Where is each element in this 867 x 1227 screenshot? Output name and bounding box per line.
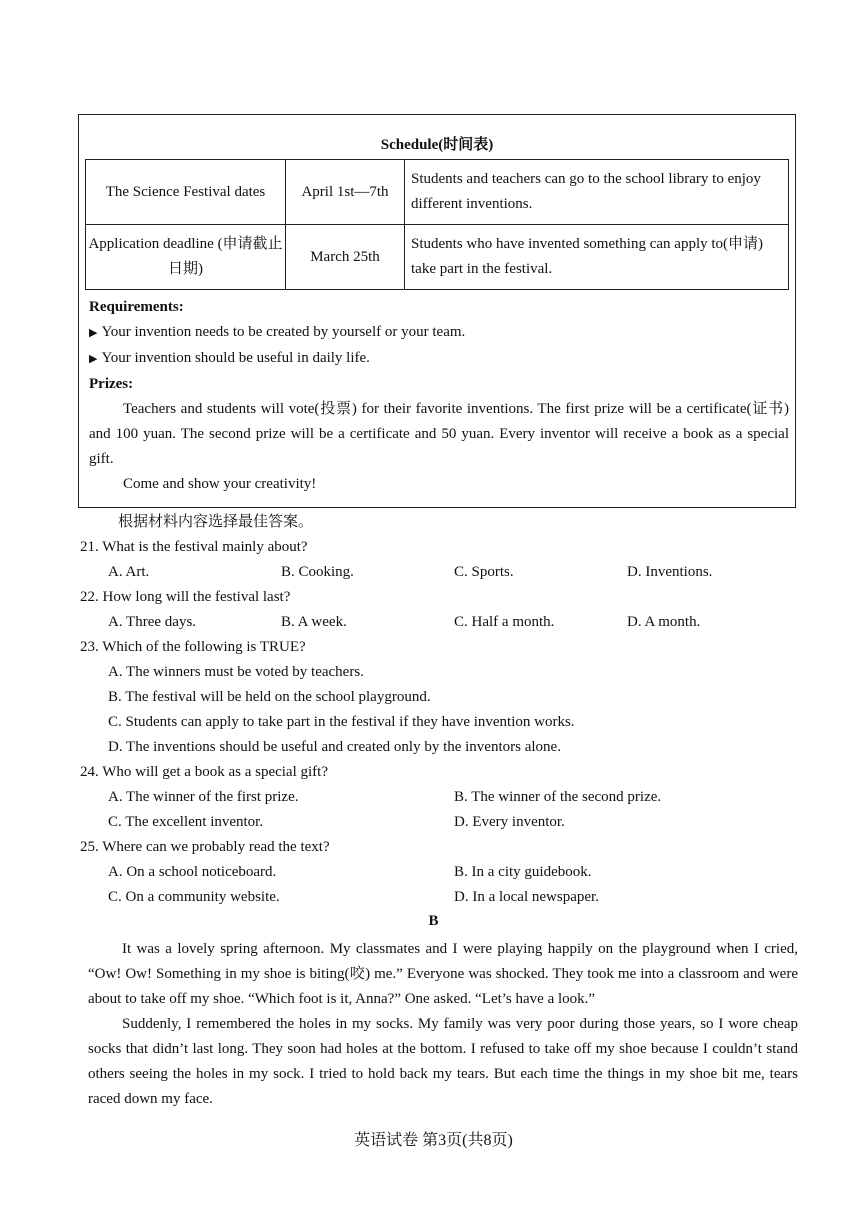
- option: B. The winner of the second prize.: [454, 789, 662, 805]
- table-cell-date: March 25th: [286, 225, 405, 290]
- schedule-title: Schedule(时间表): [380, 137, 494, 153]
- table-cell-date: April 1st—7th: [286, 160, 405, 225]
- prizes-heading: Prizes:: [89, 376, 134, 392]
- options-row: [80, 785, 800, 810]
- option: D. The inventions should be useful and created only by the inventors alone.: [108, 739, 561, 755]
- option: C. On a community website.: [108, 889, 280, 905]
- passage: [88, 937, 798, 1112]
- notice-body: [89, 295, 789, 497]
- requirement-text: Your invention needs to be created by yourself or your team.: [101, 324, 466, 340]
- option: C. Students can apply to take part in the festival if they have invention works.: [108, 714, 575, 730]
- table-cell-desc: Students who have invented something can apply to(申请) take part in the festival.: [405, 225, 789, 290]
- question-stem: 25. Where can we probably read the text?: [80, 839, 330, 855]
- option: A. The winner of the first prize.: [108, 789, 299, 805]
- options-row: [80, 610, 800, 635]
- section-label: B: [428, 913, 439, 929]
- option: A. On a school noticeboard.: [108, 864, 277, 880]
- option: B. The festival will be held on the school playground.: [108, 689, 431, 705]
- options-row: [80, 885, 800, 910]
- option: D. Inventions.: [627, 564, 713, 580]
- schedule-box: [78, 114, 796, 508]
- options-row: [80, 860, 800, 885]
- option: A. The winners must be voted by teachers.: [108, 664, 364, 680]
- prizes-text: Teachers and students will vote(投票) for their favorite inventions. The first prize will be a certificate(证书) and 100 yuan. The second prize will be a certificate and 50 yuan. Every inventor will receive a book as a special gift.: [89, 401, 789, 467]
- passage-paragraph: Suddenly, I remembered the holes in my socks. My family was very poor during those years, so I wore cheap socks that didn’t last long. They soon had holes at the bottom. I refused to take off my shoe because I couldn’t stand others seeing the holes in my sock. I tried to hold back my tears. But each time the things in my shoe bit me, tears raced down my face.: [88, 1016, 798, 1107]
- option: B. In a city guidebook.: [454, 864, 592, 880]
- requirement-item: [89, 320, 789, 346]
- option: D. In a local newspaper.: [454, 889, 599, 905]
- closing-text: Come and show your creativity!: [123, 476, 317, 492]
- table-row: [86, 225, 789, 290]
- table-row: [86, 160, 789, 225]
- options-row: [80, 560, 800, 585]
- question-stem: 22. How long will the festival last?: [80, 589, 291, 605]
- table-cell-event: The Science Festival dates: [86, 160, 286, 225]
- instruction: 根据材料内容选择最佳答案。: [118, 514, 314, 530]
- requirements-heading: Requirements:: [89, 299, 184, 315]
- option: C. Half a month.: [454, 614, 555, 630]
- requirement-text: Your invention should be useful in daily life.: [101, 350, 370, 366]
- requirement-item: [89, 346, 789, 372]
- schedule-table: [85, 159, 789, 290]
- option: B. A week.: [281, 614, 347, 630]
- triangle-bullet-icon: ▶: [89, 327, 98, 339]
- option: D. Every inventor.: [454, 814, 565, 830]
- option: A. Art.: [108, 564, 150, 580]
- option: B. Cooking.: [281, 564, 354, 580]
- table-cell-event: Application deadline (申请截止日期): [86, 225, 286, 290]
- option: A. Three days.: [108, 614, 197, 630]
- passage-paragraph: It was a lovely spring afternoon. My classmates and I were playing happily on the playground when I cried, “Ow! Ow! Something in my shoe is biting(咬) me.” Everyone was shocked. They took me into a classroom and were about to take off my shoe. “Which foot is it, Anna?” One asked. “Let’s have a look.”: [88, 941, 798, 1007]
- question-stem: 21. What is the festival mainly about?: [80, 539, 308, 555]
- question-stem: 24. Who will get a book as a special gift?: [80, 764, 328, 780]
- option: D. A month.: [627, 614, 701, 630]
- option: C. The excellent inventor.: [108, 814, 264, 830]
- table-cell-desc: Students and teachers can go to the school library to enjoy different inventions.: [405, 160, 789, 225]
- question-stem: 23. Which of the following is TRUE?: [80, 639, 306, 655]
- triangle-bullet-icon: ▶: [89, 353, 98, 365]
- questions-area: [80, 510, 800, 910]
- page-footer: 英语试卷 第3页(共8页): [354, 1132, 513, 1149]
- options-row: [80, 810, 800, 835]
- option: C. Sports.: [454, 564, 514, 580]
